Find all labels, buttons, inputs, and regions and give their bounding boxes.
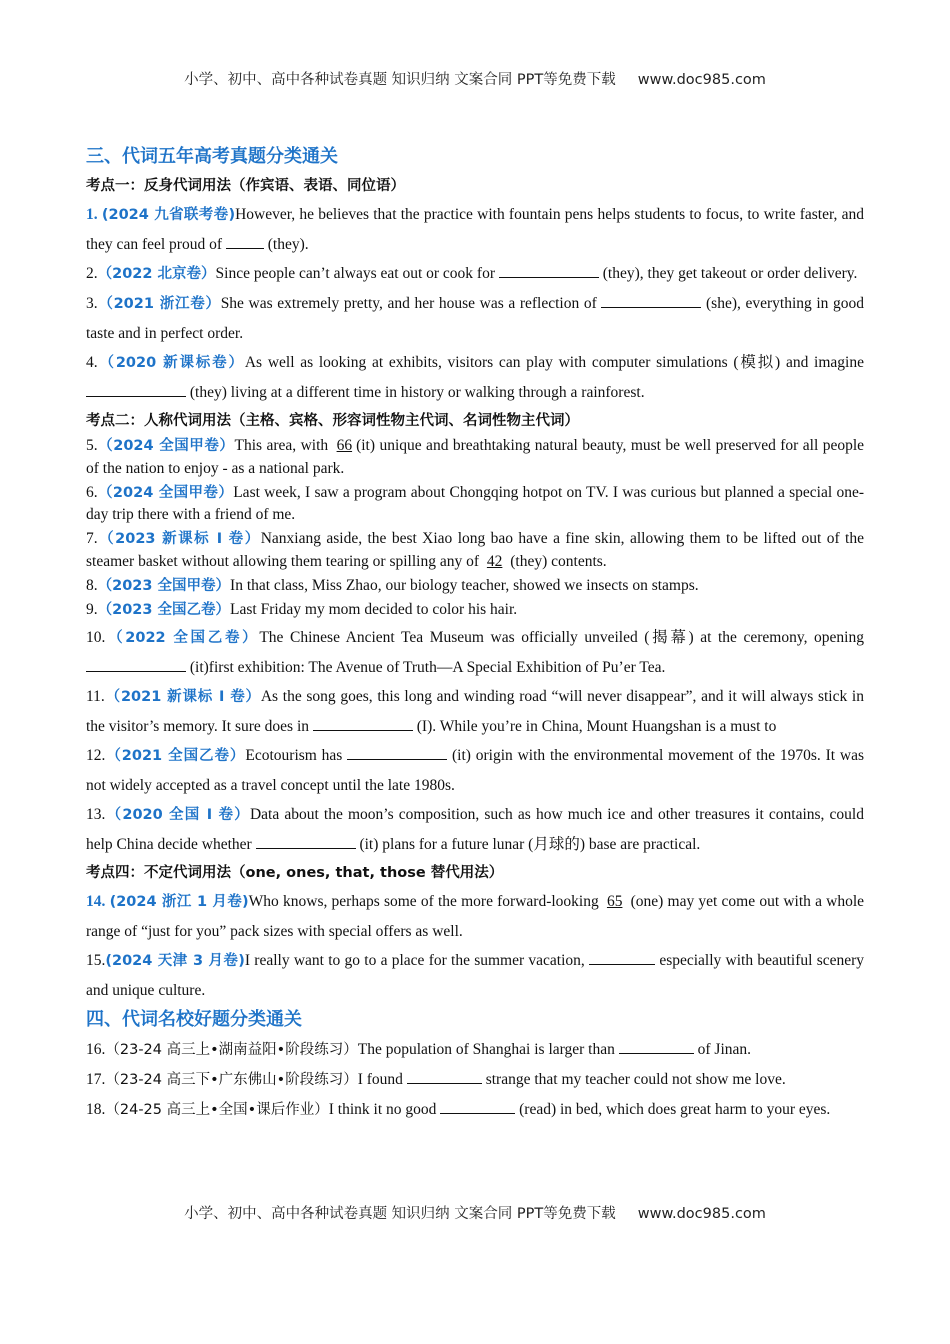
page-footer (0, 1202, 950, 1223)
question-10 (86, 623, 864, 682)
question-17 (86, 1065, 864, 1095)
question-text-end: (one) may yet come out with a whole range of “just for you” pack sizes with special offers as well. (86, 892, 865, 940)
question-text: This area, with (234, 437, 329, 454)
footer-text: 小学、初中、高中各种试卷真题 知识归纳 文案合同 PPT等免费下载 (184, 1206, 616, 1222)
question-text: As the song goes, this long and winding road “will never disappear”, and it will always stick in the visitor’s memory. It sure does in (86, 687, 864, 735)
question-11 (86, 682, 864, 741)
question-source: （23-24 高三上•湖南益阳•阶段练习） (105, 1041, 358, 1058)
answer-blank[interactable] (313, 715, 413, 731)
question-source: （2021 新课标 I 卷） (104, 688, 261, 705)
answer-blank[interactable] (347, 744, 447, 760)
answer-blank[interactable] (619, 1038, 694, 1054)
question-source: （2024 全国甲卷） (97, 484, 234, 501)
question-text: I found (357, 1070, 403, 1088)
section-title-3: 三、代词五年高考真题分类通关 (86, 146, 338, 167)
question-source: （2020 全国 I 卷） (105, 806, 250, 823)
question-source: (2024 九省联考卷) (101, 207, 236, 223)
question-number: 16. (86, 1040, 106, 1058)
question-text-end: (it) unique and breathtaking natural beauty, must be well preserved for all people of the nation to enjoy - as a national park. (86, 437, 865, 477)
question-text: In that class, Miss Zhao, our biology teacher, showed we insects on stamps. (230, 576, 699, 594)
answer-blank[interactable] (256, 833, 356, 849)
question-source: （2022 全国乙卷） (105, 629, 260, 646)
question-number: 9. (86, 600, 98, 618)
question-5 (86, 435, 864, 480)
page-header (0, 68, 950, 89)
question-18 (86, 1095, 864, 1125)
blank-number: 65 (606, 892, 623, 910)
question-3 (86, 289, 864, 348)
question-16 (86, 1035, 864, 1065)
question-14 (86, 887, 864, 946)
answer-blank[interactable] (499, 262, 599, 278)
question-number: 12. (86, 746, 106, 764)
question-6 (86, 482, 864, 527)
question-text: The Chinese Ancient Tea Museum was officially unveiled (揭幕) at the ceremony, opening (259, 628, 864, 646)
question-number: 13. (86, 805, 106, 823)
question-number: 3. (86, 295, 98, 312)
question-source: （23-24 高三下•广东佛山•阶段练习） (105, 1071, 358, 1088)
question-number: 7. (86, 530, 98, 547)
point-title-4: 考点四：不定代词用法（one, ones, that, those 替代用法） (86, 864, 504, 881)
question-text-end: (they). (267, 236, 309, 253)
question-number: 5. (86, 437, 98, 454)
answer-blank[interactable] (407, 1068, 482, 1084)
question-1 (86, 200, 864, 259)
question-12 (86, 741, 864, 800)
question-text-end: (it) plans for a future lunar (月球的) base are practical. (359, 835, 701, 853)
answer-blank[interactable] (86, 381, 186, 397)
question-number: 8. (86, 576, 98, 594)
document-content (86, 142, 864, 1125)
question-number: 18. (86, 1100, 106, 1118)
point-title-1: 考点一：反身代词用法（作宾语、表语、同位语） (86, 178, 405, 194)
question-text: Who knows, perhaps some of the more forward-looking (248, 892, 599, 910)
question-text-end: (it)first exhibition: The Avenue of Truth—A Special Exhibition of Pu’er Tea. (189, 658, 666, 676)
question-text: I really want to go to a place for the summer vacation, (244, 951, 585, 969)
answer-blank[interactable] (86, 656, 186, 672)
question-number: 2. (86, 265, 98, 282)
question-number: 4. (86, 354, 98, 371)
question-text-end: (read) in bed, which does great harm to your eyes. (519, 1100, 831, 1118)
question-text-end: (she), everything in good taste and in perfect order. (86, 295, 865, 342)
question-text: Ecotourism has (245, 746, 343, 764)
question-source: （2020 新课标卷） (97, 355, 245, 371)
blank-number: 66 (336, 437, 353, 454)
question-7 (86, 528, 864, 573)
question-8 (86, 575, 864, 598)
question-13 (86, 800, 864, 859)
question-text-end: of Jinan. (697, 1040, 752, 1058)
question-text: Nanxiang aside, the best Xiao long bao have a fine skin, allowing them to be lifted out of the steamer basket without allowing them tearing or spilling any of (86, 530, 864, 570)
question-text: Since people can’t always eat out or cook for (215, 265, 496, 282)
question-number: 14. (86, 892, 106, 910)
question-number: 17. (86, 1070, 106, 1088)
question-source: （2022 北京卷） (97, 266, 216, 282)
answer-blank[interactable] (589, 949, 655, 965)
question-source: （2021 全国乙卷） (105, 747, 246, 764)
question-text-end: (it) origin with the environmental movement of the 1970s. It was not widely accepted as a travel concept until the late 1980s. (86, 746, 864, 794)
answer-blank[interactable] (226, 233, 264, 249)
answer-blank[interactable] (440, 1098, 515, 1114)
header-text: 小学、初中、高中各种试卷真题 知识归纳 文案合同 PPT等免费下载 (184, 72, 616, 88)
question-source: （2023 新课标 I 卷） (97, 531, 261, 547)
question-text-end: especially with beautiful scenery and unique culture. (86, 951, 865, 999)
question-source: (2024 天津 3 月卷) (105, 952, 245, 969)
question-text-end: (they) contents. (510, 552, 607, 570)
question-source: （2023 全国甲卷） (97, 577, 231, 594)
question-text: The population of Shanghai is larger than (357, 1040, 615, 1058)
question-source: (2024 浙江 1 月卷) (109, 893, 249, 910)
question-source: （24-25 高三上•全国•课后作业） (105, 1101, 329, 1118)
question-number: 10. (86, 628, 106, 646)
question-text: Last week, I saw a program about Chongqing hotpot on TV. I was curious but planned a special one-day trip there with a friend of me. (86, 483, 864, 523)
question-4 (86, 348, 864, 407)
question-text: Data about the moon’s composition, such as how much ice and other treasures it contains, could help China decide whether (86, 805, 864, 853)
question-text: I think it no good (328, 1100, 437, 1118)
question-text-end: (I). While you’re in China, Mount Huangshan is a must to (416, 717, 777, 735)
question-source: （2023 全国乙卷） (97, 601, 231, 618)
question-text-end: strange that my teacher could not show me love. (485, 1070, 786, 1088)
question-text-end: (they) living at a different time in history or walking through a rainforest. (186, 384, 645, 401)
question-text-end: (they), they get takeout or order delivery. (598, 265, 858, 282)
point-title-2: 考点二：人称代词用法（主格、宾格、形容词性物主代词、名词性物主代词） (86, 413, 579, 429)
question-number: 6. (86, 483, 98, 501)
answer-blank[interactable] (601, 292, 701, 308)
question-9 (86, 599, 864, 622)
question-source: （2021 浙江卷） (97, 296, 221, 312)
header-url[interactable]: www.doc985.com (637, 72, 766, 88)
question-text: However, he believes that the practice with fountain pens helps students to focus, to write faster, and they can feel proud of (86, 206, 864, 253)
question-15 (86, 946, 864, 1005)
question-source: （2024 全国甲卷） (97, 438, 235, 454)
question-text: Last Friday my mom decided to color his hair. (230, 600, 518, 618)
footer-url[interactable]: www.doc985.com (637, 1206, 766, 1222)
question-text: As well as looking at exhibits, visitors can play with computer simulations (模拟) and imagine (244, 354, 864, 371)
section-title-4: 四、代词名校好题分类通关 (86, 1008, 302, 1030)
blank-number: 42 (486, 552, 503, 570)
question-number: 11. (86, 687, 105, 705)
question-number: 1. (86, 206, 98, 223)
question-2 (86, 259, 864, 289)
question-text: She was extremely pretty, and her house was a reflection of (220, 295, 597, 312)
question-number: 15. (86, 951, 106, 969)
